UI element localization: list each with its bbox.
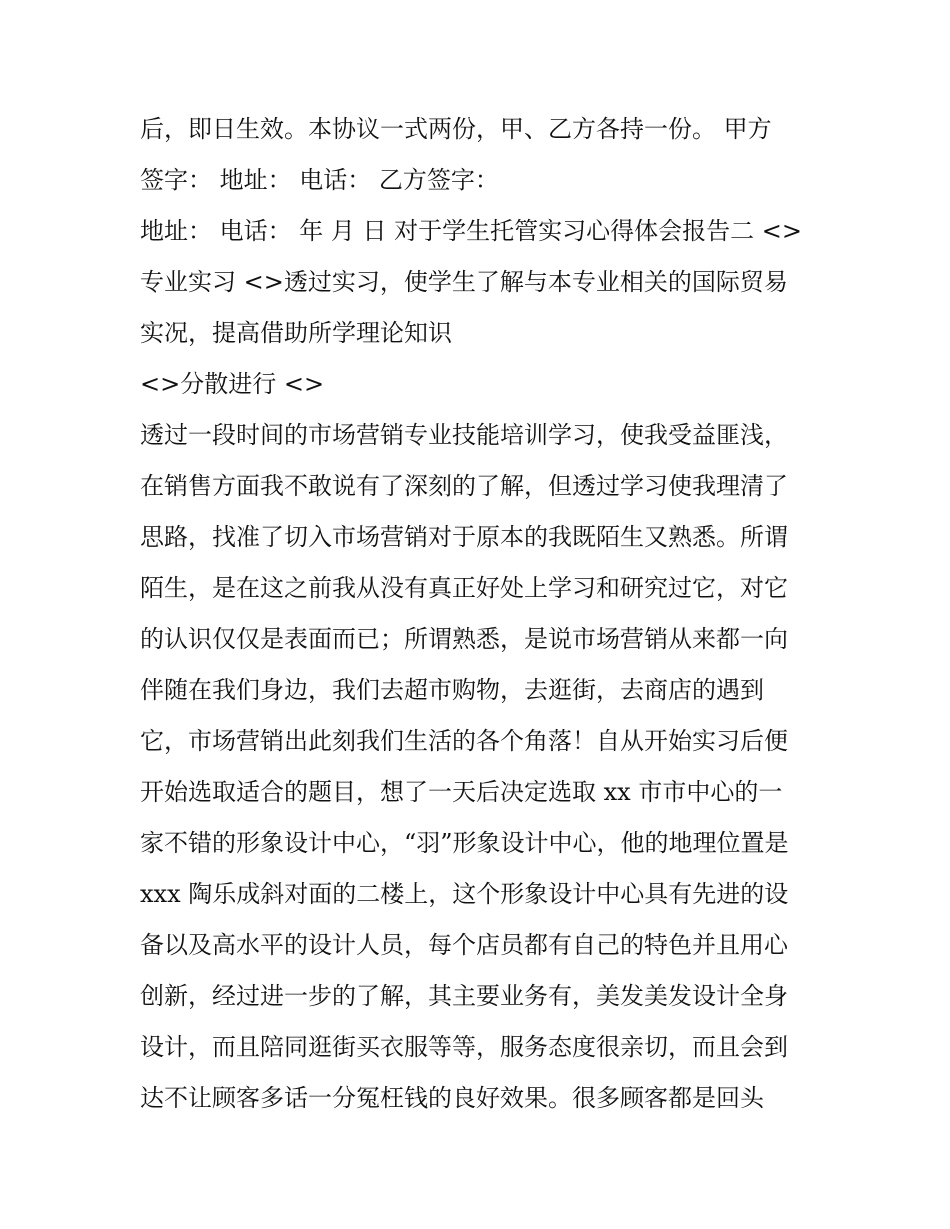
text-line-13: 它，市场营销出此刻我们生活的各个角落！自从开始实习后便: [140, 727, 788, 755]
text-line-19: 设计，而且陪同逛街买衣服等等，服务态度很亲切，而且会到: [140, 1033, 788, 1061]
text-line-16: xxx 陶乐成斜对面的二楼上，这个形象设计中心具有先进的设: [140, 880, 789, 908]
text-line-10: 陌生，是在这之前我从没有真正好处上学习和研究过它，对它: [140, 574, 788, 602]
text-line-7: 透过一段时间的市场营销专业技能培训学习，使我受益匪浅，: [140, 421, 788, 449]
body-text: [140, 107, 820, 1127]
text-line-8: 在销售方面我不敢说有了深刻的了解，但透过学习使我理清了: [140, 472, 788, 500]
text-line-18: 创新，经过进一步的了解，其主要业务有，美发美发设计全身: [140, 982, 788, 1010]
text-line-1: 后，即日生效。本协议一式两份，甲、乙方各持一份。 甲方: [140, 115, 772, 143]
text-line-20: 达不让顾客多话一分冤枉钱的良好效果。很多顾客都是回头: [140, 1084, 764, 1112]
text-line-3: 地址： 电话： 年 月 日 对于学生托管实习心得体会报告二 <>: [140, 217, 802, 245]
text-line-5: 实况，提高借助所学理论知识: [140, 319, 452, 347]
text-line-12: 伴随在我们身边，我们去超市购物，去逛街，去商店的遇到: [140, 676, 764, 704]
text-line-6: <>分散进行 <>: [140, 370, 325, 398]
text-line-9: 思路，找准了切入市场营销对于原本的我既陌生又熟悉。所谓: [140, 523, 788, 551]
text-line-11: 的认识仅仅是表面而已；所谓熟悉，是说市场营销从来都一向: [140, 625, 788, 653]
text-line-4: 专业实习 <>透过实习，使学生了解与本专业相关的国际贸易: [140, 268, 788, 296]
text-line-2: 签字： 地址： 电话： 乙方签字：: [140, 166, 499, 194]
text-line-15: 家不错的形象设计中心，“羽”形象设计中心，他的地理位置是: [140, 829, 789, 857]
text-line-14: 开始选取适合的题目，想了一天后决定选取 xx 市市中心的一: [140, 778, 783, 806]
text-line-17: 备以及高水平的设计人员，每个店员都有自己的特色并且用心: [140, 931, 788, 959]
